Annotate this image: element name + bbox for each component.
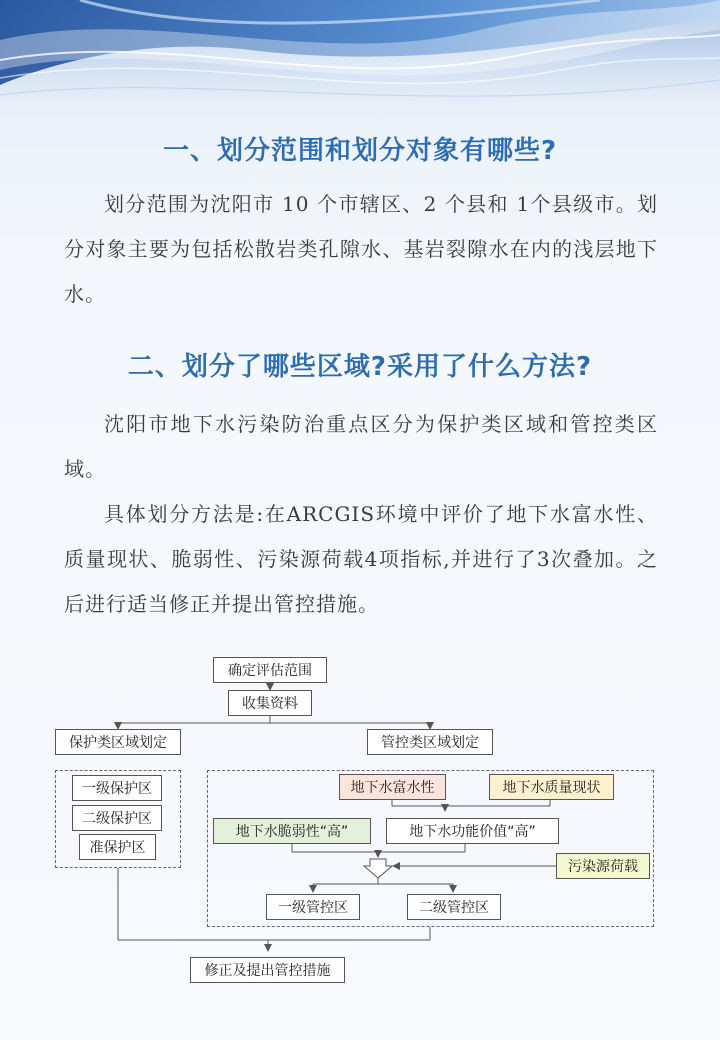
section-1-paragraph: 划分范围为沈阳市 10 个市辖区、2 个县和 1个县级市。划分对象主要为包括松散岩类孔隙水、基岩裂隙水在内的浅层地下水。 [64,192,658,306]
control-level-1: 一级管控区 [266,894,360,920]
indicator-groundwater-function-value: 地下水功能价值“高” [386,818,559,844]
step-protection-zoning: 保护类区域划定 [55,729,181,755]
indicator-pollution-load: 污染源荷载 [556,853,650,879]
indicator-groundwater-vulnerability: 地下水脆弱性“高” [213,818,371,844]
indicator-groundwater-richness: 地下水富水性 [339,774,446,800]
step-revise-and-measures: 修正及提出管控措施 [190,957,345,983]
wave-banner [0,0,720,130]
section-2-paragraph-1: 沈阳市地下水污染防治重点区分为保护类区域和管控类区域。 [64,412,658,481]
protection-level-quasi: 准保护区 [79,834,156,860]
protection-level-2: 二级保护区 [72,805,162,831]
section-1-heading: 一、划分范围和划分对象有哪些? [162,136,558,166]
section-2-heading: 二、划分了哪些区域?采用了什么方法? [127,352,593,382]
section-2-paragraph-2: 具体划分方法是:在ARCGIS环境中评价了地下水富水性、质量现状、脆弱性、污染源荷载4项指标,并进行了3次叠加。之后进行适当修正并提出管控措施。 [64,502,658,616]
step-collect-data: 收集资料 [228,690,312,716]
zoning-flowchart [0,640,720,1040]
protection-level-1: 一级保护区 [72,775,162,801]
step-determine-scope: 确定评估范围 [213,657,327,683]
control-level-2: 二级管控区 [407,894,501,920]
indicator-groundwater-quality: 地下水质量现状 [489,774,614,800]
step-control-zoning: 管控类区域划定 [367,729,493,755]
